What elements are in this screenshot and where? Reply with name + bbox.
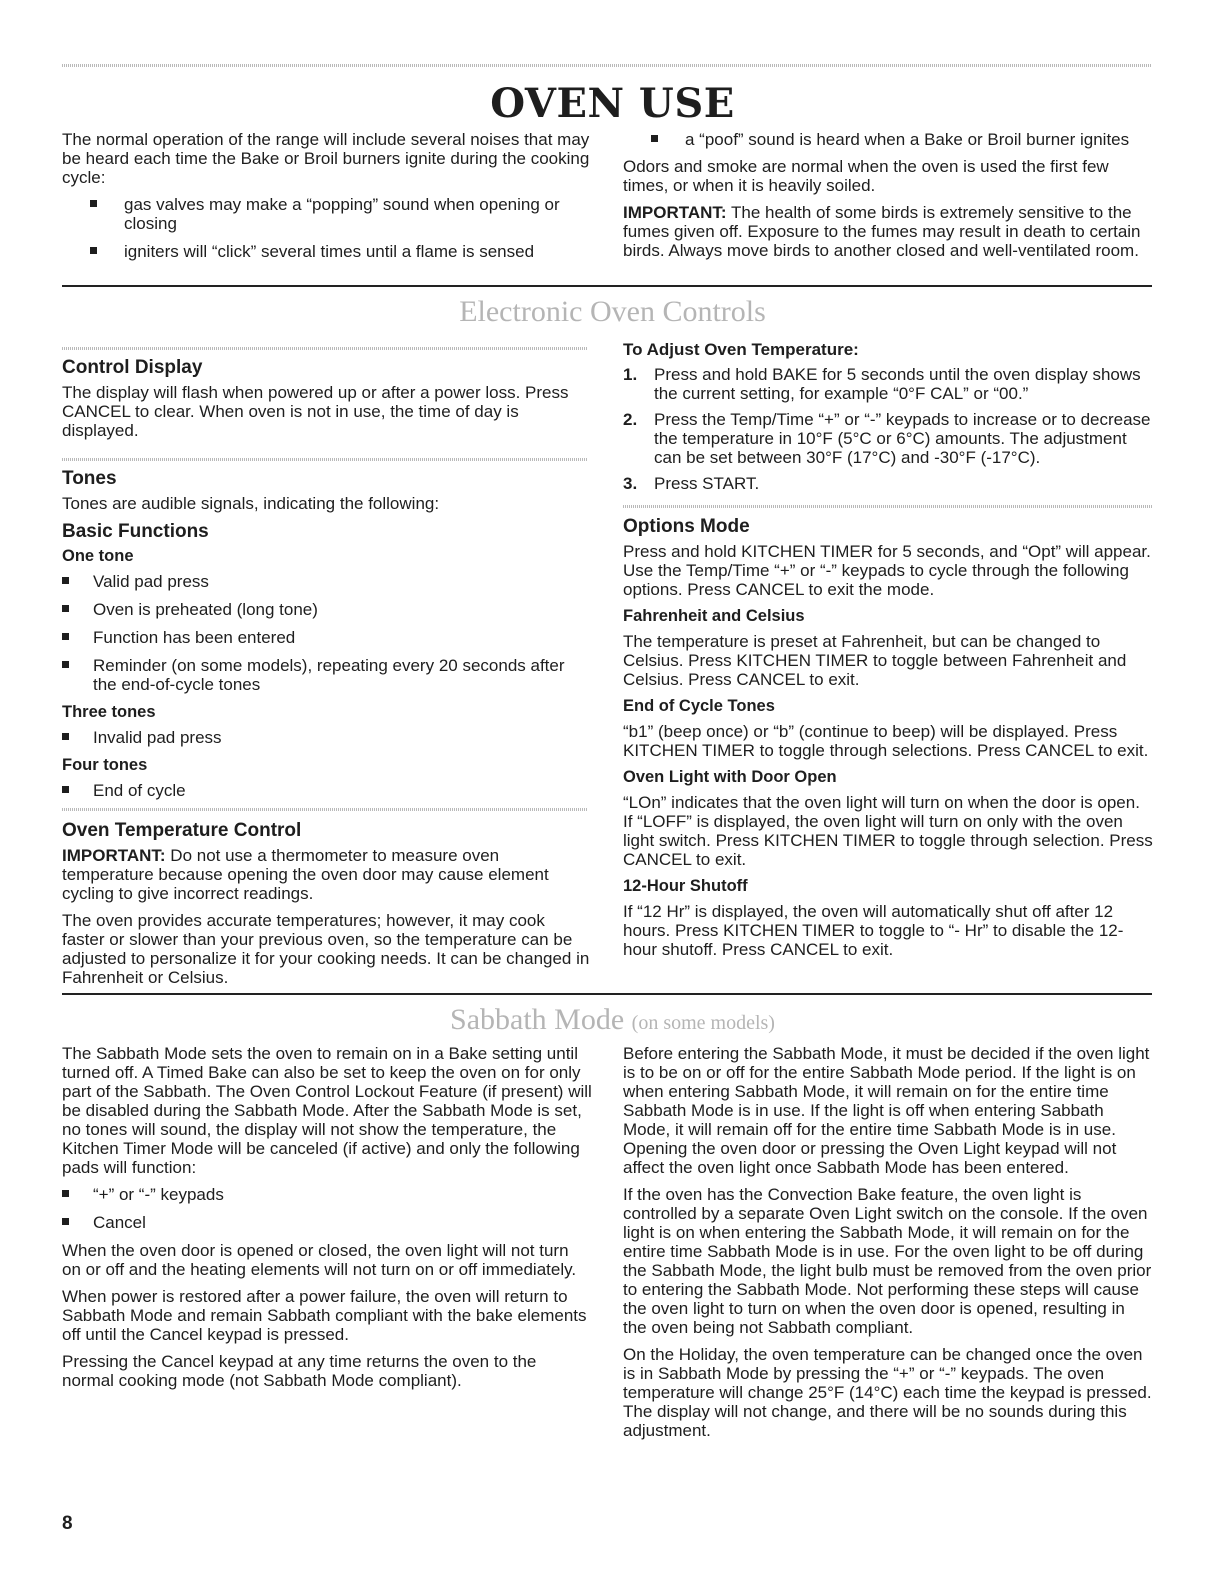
three-tones-heading: Three tones xyxy=(62,703,156,721)
bullet-icon xyxy=(62,786,69,793)
section-title-sabbath xyxy=(0,1003,1225,1037)
bullet-icon xyxy=(62,733,69,740)
bullet-icon xyxy=(62,661,69,668)
list-item xyxy=(651,130,1153,149)
subsection-dotted-rule xyxy=(623,505,1153,508)
important-text: Do not use a thermometer to measure oven temperature because opening the oven door may cause element cycling to give incorrect readings. xyxy=(62,846,549,903)
options-mode-text: Press and hold KITCHEN TIMER for 5 seconds, and “Opt” will appear. Use the Temp/Time “+” or “-” keypads to cycle through the following options. Press CANCEL to exit the mode. xyxy=(623,542,1151,599)
top-dotted-rule xyxy=(62,64,1152,67)
list-item-text: End of cycle xyxy=(93,781,186,800)
end-of-cycle-heading: End of Cycle Tones xyxy=(623,697,775,715)
oven-light-text: “LOn” indicates that the oven light will turn on when the door is open. If “LOFF” is displayed, the oven light will turn on only with the oven light switch. Press KITCHEN TIMER to toggle through selection. Press CANCEL to exit. xyxy=(623,793,1153,869)
important-label: IMPORTANT: xyxy=(62,846,166,865)
subsection-dotted-rule xyxy=(62,458,587,461)
oven-temperature-paragraph: The oven provides accurate temperatures; however, it may cook faster or slower than your previous oven, so the temperature can be adjusted to personalize it for your cooking needs. It can be changed in Fahrenheit or Celsius. xyxy=(62,911,590,987)
sabbath-subtitle: (on some models) xyxy=(631,1012,775,1034)
list-item xyxy=(62,1213,592,1232)
bullet-icon xyxy=(62,1218,69,1225)
list-item xyxy=(90,242,592,261)
page-number: 8 xyxy=(62,1513,73,1534)
sabbath-paragraph: If the oven has the Convection Bake feature, the oven light is controlled by a separate Oven Light switch on the console. If the oven light is on when entering the Sabbath Mode, it will remain on for the entire time Sabbath Mode is in use. For the oven light to be off during the Sabbath Mode, the light bulb must be removed from the oven prior to entering the Sabbath Mode. Not performing these steps will cause the oven light to turn on when the oven door is opened, resulting in the oven being not Sabbath compliant. xyxy=(623,1185,1152,1337)
important-paragraph xyxy=(623,203,1153,260)
step-text: Press the Temp/Time “+” or “-” keypads to increase or to decrease the temperature in 10°F (5°C or 6°C) amounts. The adjustment can be set between 30°F (17°C) and -30°F (-17°C). xyxy=(654,410,1151,467)
list-item-text: Function has been entered xyxy=(93,628,296,647)
oven-temperature-control-section xyxy=(62,820,592,995)
adjust-temperature-heading: To Adjust Oven Temperature: xyxy=(623,340,859,359)
list-item-text: igniters will “click” several times until a flame is sensed xyxy=(124,242,535,261)
list-item xyxy=(62,572,592,591)
sabbath-paragraph: When power is restored after a power failure, the oven will return to Sabbath Mode and remain Sabbath compliant with the bake elements off until the Cancel keypad is pressed. xyxy=(62,1287,587,1344)
list-item xyxy=(62,628,592,647)
sabbath-paragraph: When the oven door is opened or closed, the oven light will not turn on or off and the heating elements will not turn on or off immediately. xyxy=(62,1241,577,1279)
important-label: IMPORTANT: xyxy=(623,203,727,222)
shutoff-text: If “12 Hr” is displayed, the oven will automatically shut off after 12 hours. Press KITCHEN TIMER to toggle to “- Hr” to disable the 12-hour shutoff. Press CANCEL to exit. xyxy=(623,902,1124,959)
list-item-text: Oven is preheated (long tone) xyxy=(93,600,318,619)
bullet-icon xyxy=(62,1190,69,1197)
bullet-icon xyxy=(90,247,97,254)
step-text: Press and hold BAKE for 5 seconds until the oven display shows the current setting, for example “0°F CAL” or “00.” xyxy=(654,365,1141,403)
page-title: OVEN USE xyxy=(490,80,735,127)
tones-heading: Tones xyxy=(62,468,117,489)
adjust-temperature-section xyxy=(623,340,1153,500)
list-item xyxy=(623,410,1153,467)
sabbath-intro: The Sabbath Mode sets the oven to remain on in a Bake setting until turned off. A Timed Bake can also be set to keep the oven on for only part of the Sabbath. The Oven Control Lockout Feature (if present) will be disabled during the Sabbath Mode. After the Sabbath Mode is set, no tones will sound, the display will not show the temperature, the Kitchen Timer Mode will be canceled (if active) and only the following pads will function: xyxy=(62,1044,592,1177)
section-divider xyxy=(62,993,1152,995)
tones-intro: Tones are audible signals, indicating the following: xyxy=(62,494,440,513)
sabbath-title: Sabbath Mode xyxy=(450,1003,625,1036)
oven-temperature-control-heading: Oven Temperature Control xyxy=(62,820,302,841)
list-item xyxy=(62,781,592,800)
bullet-icon xyxy=(62,633,69,640)
bullet-icon xyxy=(651,135,658,142)
four-tones-heading: Four tones xyxy=(62,756,148,774)
subsection-dotted-rule xyxy=(62,808,587,811)
end-of-cycle-text: “b1” (beep once) or “b” (continue to beep) will be displayed. Press KITCHEN TIMER to toggle through selections. Press CANCEL to exit. xyxy=(623,722,1149,760)
fahrenheit-celsius-heading: Fahrenheit and Celsius xyxy=(623,607,805,625)
list-item xyxy=(62,600,592,619)
control-display-heading: Control Display xyxy=(62,357,203,378)
sabbath-paragraph: Before entering the Sabbath Mode, it must be decided if the oven light is to be on or off for the entire Sabbath Mode period. If the light is on when entering Sabbath Mode, it will remain on for the entire time Sabbath Mode is in use. If the light is off when entering Sabbath Mode, it will remain off for the entire time Sabbath Mode is in use. Opening the oven door or pressing the Oven Light keypad will not affect the oven light once Sabbath Mode has been entered. xyxy=(623,1044,1150,1177)
list-item xyxy=(623,474,1153,493)
control-display-text: The display will flash when powered up or after a power loss. Press CANCEL to clear. When oven is not in use, the time of day is displayed. xyxy=(62,383,569,440)
tones-section xyxy=(62,468,592,809)
intro-right-column xyxy=(623,130,1153,268)
shutoff-heading: 12-Hour Shutoff xyxy=(623,877,748,895)
important-text: The health of some birds is extremely sensitive to the fumes given off. Exposure to the fumes may result in death to certain birds. Always move birds to another closed and well-ventilated room. xyxy=(623,203,1141,260)
one-tone-heading: One tone xyxy=(62,547,134,565)
oven-temperature-important xyxy=(62,846,592,903)
step-number: 1. xyxy=(623,365,638,384)
section-title-electronic: Electronic Oven Controls xyxy=(459,295,766,328)
fahrenheit-celsius-text: The temperature is preset at Fahrenheit, but can be changed to Celsius. Press KITCHEN TIMER to toggle between Fahrenheit and Celsius. Press CANCEL to exit. xyxy=(623,632,1127,689)
list-item-text: Invalid pad press xyxy=(93,728,222,747)
list-item xyxy=(90,195,592,233)
step-text: Press START. xyxy=(654,474,760,493)
control-display-section xyxy=(62,357,592,448)
basic-functions-heading: Basic Functions xyxy=(62,521,209,542)
list-item-text: Valid pad press xyxy=(93,572,209,591)
list-item-text: Cancel xyxy=(93,1213,146,1232)
section-divider xyxy=(62,285,1152,287)
bullet-icon xyxy=(90,200,97,207)
sabbath-left-column xyxy=(62,1044,592,1398)
list-item xyxy=(62,656,592,694)
list-item-text: Reminder (on some models), repeating every 20 seconds after the end-of-cycle tones xyxy=(93,656,565,694)
options-mode-heading: Options Mode xyxy=(623,516,750,537)
list-item xyxy=(623,365,1153,403)
sabbath-paragraph: Pressing the Cancel keypad at any time returns the oven to the normal cooking mode (not Sabbath Mode compliant). xyxy=(62,1352,537,1390)
sabbath-paragraph: On the Holiday, the oven temperature can be changed once the oven is in Sabbath Mode by pressing the “+” or “-” keypads. The oven temperature will change 25°F (14°C) each time the keypad is pressed. The display will not change, and there will be no sounds during this adjustment. xyxy=(623,1345,1152,1440)
list-item-text: “+” or “-” keypads xyxy=(93,1185,224,1204)
list-item-text: a “poof” sound is heard when a Bake or Broil burner ignites xyxy=(685,130,1130,149)
options-mode-section xyxy=(623,516,1153,967)
list-item xyxy=(62,1185,592,1204)
bullet-icon xyxy=(62,605,69,612)
subsection-dotted-rule xyxy=(62,347,587,350)
bullet-icon xyxy=(62,577,69,584)
intro-left-column xyxy=(62,130,592,270)
sabbath-right-column xyxy=(623,1044,1153,1448)
odors-paragraph: Odors and smoke are normal when the oven is used the first few times, or when it is heavily soiled. xyxy=(623,157,1109,195)
step-number: 2. xyxy=(623,410,638,429)
intro-paragraph: The normal operation of the range will include several noises that may be heard each time the Bake or Broil burners ignite during the cooking cycle: xyxy=(62,130,590,187)
oven-light-heading: Oven Light with Door Open xyxy=(623,768,837,786)
list-item xyxy=(62,728,592,747)
list-item-text: gas valves may make a “popping” sound when opening or closing xyxy=(124,195,560,233)
step-number: 3. xyxy=(623,474,638,493)
